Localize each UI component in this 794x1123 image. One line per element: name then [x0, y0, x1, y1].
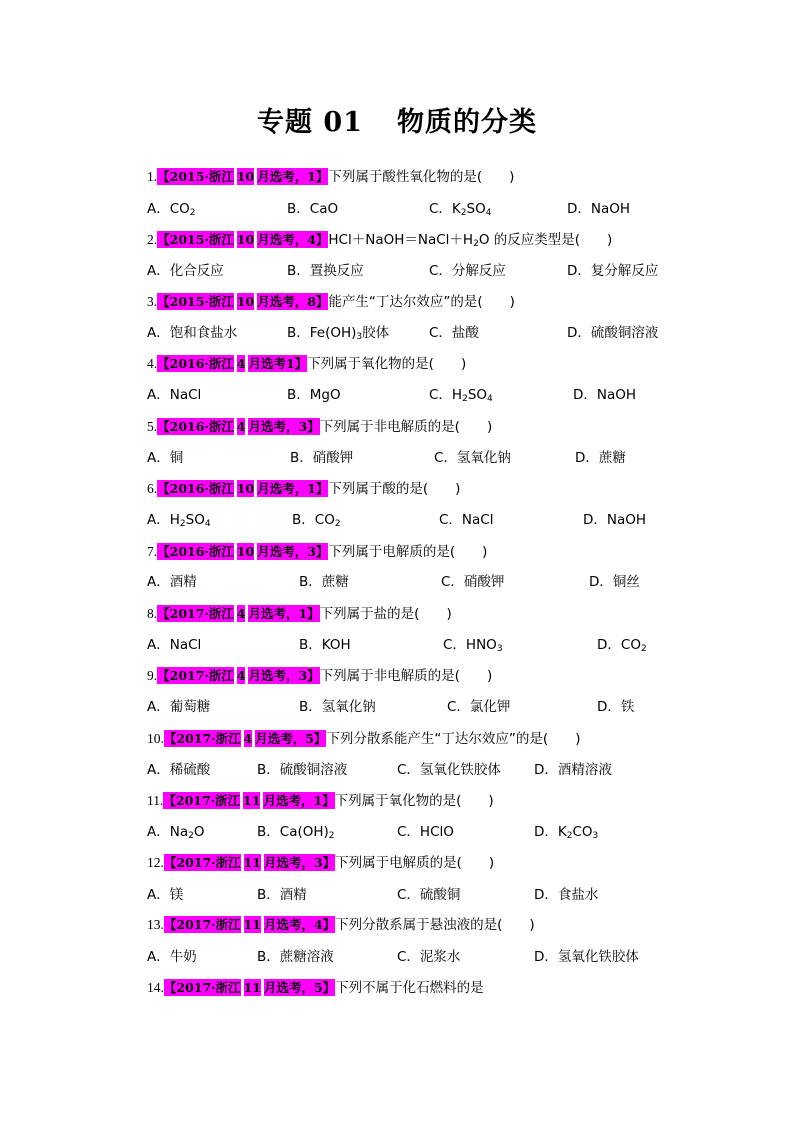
options-row [147, 759, 727, 781]
title-main: 专题 01 [257, 107, 363, 138]
source-tag-part: 【2017·浙江 [163, 980, 241, 995]
question-number: 5. [147, 419, 158, 434]
answer-option[interactable]: B．置换反应 [287, 263, 364, 279]
source-tag-part: 【2017·浙江 [163, 731, 241, 746]
source-tag-part: 月选考，1】 [248, 606, 320, 621]
question-text: 下列属于电解质的是( ) [335, 855, 495, 871]
source-tag-part: 月选考，5】 [255, 731, 327, 746]
source-tag [164, 980, 335, 995]
source-tag [157, 544, 328, 559]
source-tag [164, 855, 335, 870]
answer-option[interactable]: C．氢氧化钠 [434, 450, 511, 466]
answer-option[interactable]: C．氯化钾 [447, 699, 511, 715]
question-number: 6. [147, 481, 158, 496]
source-tag-part: 月选考，3】 [263, 855, 336, 870]
source-tag-part: 11 [243, 855, 261, 870]
answer-option[interactable]: D．铁 [597, 699, 635, 715]
options-row [147, 384, 727, 406]
question-stem [147, 416, 734, 438]
question-stem [147, 728, 734, 750]
answer-option[interactable]: A．$H_2SO_4$ [147, 512, 211, 529]
question-text: 下列属于酸的是( ) [328, 481, 461, 497]
source-tag-part: 10 [236, 232, 255, 247]
answer-option[interactable]: B．酒精 [257, 887, 307, 903]
options-row [147, 946, 727, 968]
question-stem [147, 166, 734, 188]
options-row [147, 696, 727, 718]
source-tag-part: 【2016·浙江 [157, 419, 234, 434]
source-tag-part: 4 [243, 731, 253, 746]
source-tag [157, 481, 328, 496]
source-tag [163, 793, 334, 808]
question-text: $HCl+NaOH=NaCl+H_2O$ 的反应类型是( ) [328, 232, 613, 249]
source-tag [157, 668, 320, 683]
answer-option[interactable]: B．$Ca(OH)_2$ [257, 824, 335, 841]
answer-option[interactable]: D．硫酸铜溶液 [567, 325, 659, 341]
source-tag-part: 【2016·浙江 [157, 356, 234, 371]
answer-option[interactable]: C．$HNO_3$ [443, 637, 503, 654]
source-tag-part: 月选考，4】 [263, 917, 336, 932]
source-tag-part: 【2017·浙江 [157, 668, 234, 683]
question-number: 2. [147, 232, 158, 247]
options-row [147, 509, 727, 531]
options-row [147, 260, 727, 282]
question-number: 10. [147, 731, 164, 746]
question-stem [147, 229, 734, 251]
answer-option[interactable]: B．MgO [287, 387, 341, 403]
question-text: 下列属于酸性氧化物的是( ) [328, 169, 515, 185]
answer-option[interactable]: D．氢氧化铁胶体 [534, 949, 639, 965]
options-row [147, 634, 727, 656]
source-tag [164, 731, 327, 746]
source-tag [157, 419, 320, 434]
answer-option[interactable]: D．酒精溶液 [534, 762, 612, 778]
source-tag-part: 【2015·浙江 [157, 232, 234, 247]
question-stem [147, 478, 734, 500]
answer-option[interactable]: B．CaO [287, 201, 339, 217]
answer-option[interactable]: C．泥浆水 [397, 949, 461, 965]
question-text: 下列属于氧化物的是( ) [334, 793, 494, 809]
source-tag-part: 【2016·浙江 [157, 544, 234, 559]
question-stem [147, 977, 734, 999]
source-tag-part: 月选考1】 [248, 356, 308, 371]
question-text: 能产生“丁达尔效应”的是( ) [328, 294, 515, 310]
answer-option[interactable]: D．蔗糖 [575, 450, 626, 466]
question-number: 4. [147, 356, 158, 371]
source-tag-part: 月选考，1】 [257, 481, 329, 496]
answer-option[interactable]: A．酒精 [147, 574, 197, 590]
answer-option[interactable]: A．$CO_2$ [147, 201, 196, 218]
question-number: 3. [147, 294, 158, 309]
answer-option[interactable]: A．NaCl [147, 387, 202, 403]
source-tag-part: 月选考，5】 [263, 980, 336, 995]
page-title [0, 100, 794, 139]
question-number: 8. [147, 606, 158, 621]
answer-option[interactable]: D．NaOH [583, 512, 647, 528]
question-number: 12. [147, 855, 164, 870]
source-tag-part: 11 [243, 917, 261, 932]
question-text: 下列分散系能产生“丁达尔效应”的是( ) [326, 731, 581, 747]
answer-option[interactable]: C．硫酸铜 [397, 887, 461, 903]
source-tag-part: 11 [243, 793, 261, 808]
answer-option[interactable]: C．$K_2SO_4$ [429, 201, 492, 218]
options-row [147, 447, 727, 469]
source-tag-part: 10 [236, 294, 255, 309]
question-text: 下列属于非电解质的是( ) [319, 419, 493, 435]
answer-option[interactable]: A．稀硫酸 [147, 762, 211, 778]
answer-option[interactable]: D．NaOH [573, 387, 637, 403]
answer-option[interactable]: A．$Na_2O$ [147, 824, 205, 841]
source-tag-part: 【2015·浙江 [157, 169, 234, 184]
question-number: 13. [147, 917, 164, 932]
question-number: 11. [147, 793, 164, 808]
source-tag-part: 月选考，8】 [257, 294, 329, 309]
answer-option[interactable]: A．铜 [147, 450, 184, 466]
source-tag-part: 10 [236, 544, 255, 559]
answer-option[interactable]: C．NaCl [439, 512, 494, 528]
source-tag-part: 【2015·浙江 [157, 294, 234, 309]
question-stem [147, 353, 734, 375]
source-tag-part: 4 [236, 606, 246, 621]
source-tag-part: 月选考，1】 [257, 169, 329, 184]
options-row [147, 884, 727, 906]
question-text: 下列不属于化石燃料的是 [335, 980, 484, 996]
answer-option[interactable]: B．$CO_2$ [292, 512, 341, 529]
title-sub: 物质的分类 [396, 107, 537, 138]
source-tag-part: 4 [236, 356, 246, 371]
answer-option[interactable]: D．$K_2CO_3$ [534, 824, 599, 841]
question-number: 1. [147, 169, 158, 184]
answer-option[interactable]: B．KOH [299, 637, 351, 653]
question-text: 下列属于氧化物的是( ) [307, 356, 467, 372]
answer-option[interactable]: B．蔗糖 [299, 574, 349, 590]
source-tag-part: 月选考，1】 [263, 793, 335, 808]
options-row [147, 198, 727, 220]
answer-option[interactable]: D．NaOH [567, 201, 631, 217]
question-text: 下列属于电解质的是( ) [328, 544, 488, 560]
source-tag [157, 294, 328, 309]
source-tag [157, 606, 320, 621]
source-tag-part: 【2017·浙江 [163, 855, 241, 870]
answer-option[interactable]: A．牛奶 [147, 949, 197, 965]
question-number: 14. [147, 980, 164, 995]
question-stem [147, 665, 734, 687]
question-stem [147, 603, 734, 625]
answer-option[interactable]: D．铜丝 [589, 574, 640, 590]
answer-option[interactable]: B．蔗糖溶液 [257, 949, 334, 965]
answer-option[interactable]: C．HClO [397, 824, 454, 840]
answer-option[interactable]: C．盐酸 [429, 325, 479, 341]
source-tag-part: 11 [243, 980, 261, 995]
answer-option[interactable]: D．食盐水 [534, 887, 599, 903]
source-tag [157, 169, 328, 184]
question-text: 下列属于盐的是( ) [319, 606, 452, 622]
question-number: 7. [147, 544, 158, 559]
source-tag [164, 917, 335, 932]
source-tag-part: 10 [236, 169, 255, 184]
source-tag-part: 月选考，3】 [257, 544, 329, 559]
options-row [147, 821, 727, 843]
options-row [147, 322, 727, 344]
answer-option[interactable]: B．硝酸钾 [290, 450, 354, 466]
question-stem [147, 790, 734, 812]
source-tag-part: 4 [236, 668, 246, 683]
answer-option[interactable]: B．氢氧化钠 [299, 699, 376, 715]
answer-option[interactable]: A．葡萄糖 [147, 699, 211, 715]
source-tag-part: 月选考，3】 [248, 419, 320, 434]
source-tag-part: 月选考，3】 [248, 668, 320, 683]
answer-option[interactable]: A．NaCl [147, 637, 202, 653]
question-text: 下列属于非电解质的是( ) [319, 668, 493, 684]
source-tag [157, 356, 307, 371]
source-tag-part: 【2017·浙江 [157, 606, 234, 621]
source-tag-part: 10 [236, 481, 255, 496]
question-stem [147, 541, 734, 563]
answer-option[interactable]: B．硫酸铜溶液 [257, 762, 348, 778]
source-tag-part: 【2017·浙江 [163, 917, 241, 932]
question-stem [147, 852, 734, 874]
answer-option[interactable]: C．$H_2SO_4$ [429, 387, 493, 404]
answer-option[interactable]: D．复分解反应 [567, 263, 659, 279]
answer-option[interactable]: A．镁 [147, 887, 184, 903]
question-number: 9. [147, 668, 158, 683]
answer-option[interactable]: A．化合反应 [147, 263, 224, 279]
source-tag-part: 月选考，4】 [257, 232, 329, 247]
question-text: 下列分散系属于悬浊液的是( ) [335, 917, 535, 933]
options-row [147, 571, 727, 593]
question-stem [147, 914, 734, 936]
source-tag-part: 4 [236, 419, 246, 434]
source-tag-part: 【2016·浙江 [157, 481, 234, 496]
answer-option[interactable]: B．$Fe(OH)_3$胶体 [287, 325, 390, 342]
answer-option[interactable]: C．硝酸钾 [441, 574, 505, 590]
answer-option[interactable]: D．$CO_2$ [597, 637, 647, 654]
answer-option[interactable]: C．分解反应 [429, 263, 506, 279]
answer-option[interactable]: C．氢氧化铁胶体 [397, 762, 501, 778]
answer-option[interactable]: A．饱和食盐水 [147, 325, 238, 341]
source-tag [157, 232, 328, 247]
question-stem [147, 291, 734, 313]
source-tag-part: 【2017·浙江 [163, 793, 241, 808]
